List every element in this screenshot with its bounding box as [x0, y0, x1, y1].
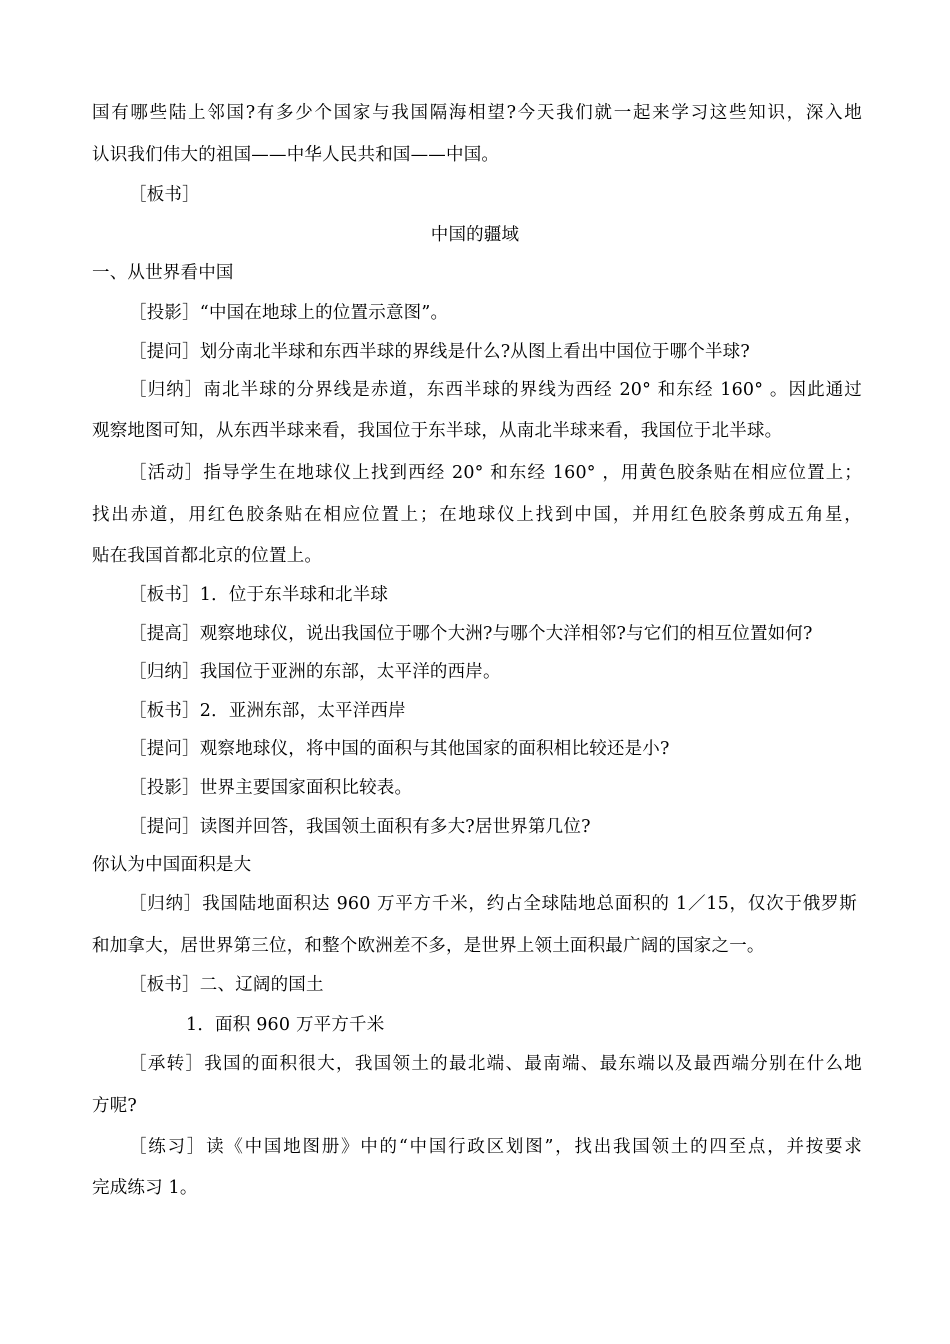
paragraph-line: ［提问］观察地球仪，将中国的面积与其他国家的面积相比较还是小? [129, 739, 670, 759]
board-label: ［板书］ [129, 185, 200, 205]
paragraph-line: ［承转］我国的面积很大，我国领土的最北端、最南端、最东端以及最西端分别在什么地 [129, 1054, 862, 1074]
paragraph-line: ［归纳］南北半球的分界线是赤道，东西半球的界线为西经 20° 和东经 160° 。因此通过 [129, 380, 862, 400]
paragraph-line: 国有哪些陆上邻国?有多少个国家与我国隔海相望?今天我们就一起来学习这些知识，深入地 [92, 103, 862, 123]
paragraph-line: 观察地图可知，从东西半球来看，我国位于东半球，从南北半球来看，我国位于北半球。 [92, 421, 783, 441]
paragraph-line: ［活动］指导学生在地球仪上找到西经 20° 和东经 160° ，用黄色胶条贴在相应位置上； [129, 463, 862, 483]
paragraph-line: ［提问］划分南北半球和东西半球的界线是什么?从图上看出中国位于哪个半球? [129, 342, 750, 362]
paragraph-line: ［提高］观察地球仪，说出我国位于哪个大洲?与哪个大洋相邻?与它们的相互位置如何? [129, 624, 813, 644]
paragraph-line: 贴在我国首都北京的位置上。 [92, 546, 323, 566]
paragraph-line: 完成练习 1。 [92, 1178, 198, 1198]
board-item: ［板书］1．位于东半球和北半球 [129, 585, 389, 605]
paragraph-line: 找出赤道，用红色胶条贴在相应位置上；在地球仪上找到中国，并用红色胶条剪成五角星， [92, 505, 862, 525]
paragraph-line: ［练习］读《中国地图册》中的“中国行政区划图”，找出我国领土的四至点，并按要求 [129, 1137, 862, 1157]
paragraph-line: ［投影］世界主要国家面积比较表。 [129, 778, 413, 798]
section-heading: 一、从世界看中国 [92, 263, 234, 283]
paragraph-line: ［归纳］我国陆地面积达 960 万平方千米，约占全球陆地总面积的 1／15，仅次于俄罗斯 [129, 894, 857, 914]
board-subitem: 1．面积 960 万平方千米 [186, 1015, 385, 1035]
paragraph-line: 和加拿大，居世界第三位，和整个欧洲差不多，是世界上领土面积最广阔的国家之一。 [92, 936, 765, 956]
section-title: 中国的疆域 [430, 225, 520, 245]
paragraph-line: 认识我们伟大的祖国——中华人民共和国——中国。 [92, 145, 500, 165]
board-item: ［板书］2．亚洲东部，太平洋西岸 [129, 701, 406, 721]
paragraph-line: ［投影］“中国在地球上的位置示意图”。 [129, 303, 449, 323]
paragraph-line: ［提问］读图并回答，我国领土面积有多大?居世界第几位? [129, 817, 591, 837]
paragraph-line: 方呢? [92, 1096, 137, 1116]
paragraph-line: 你认为中国面积是大 [92, 855, 252, 875]
board-item: ［板书］二、辽阔的国土 [129, 975, 324, 995]
paragraph-line: ［归纳］我国位于亚洲的东部，太平洋的西岸。 [129, 662, 501, 682]
